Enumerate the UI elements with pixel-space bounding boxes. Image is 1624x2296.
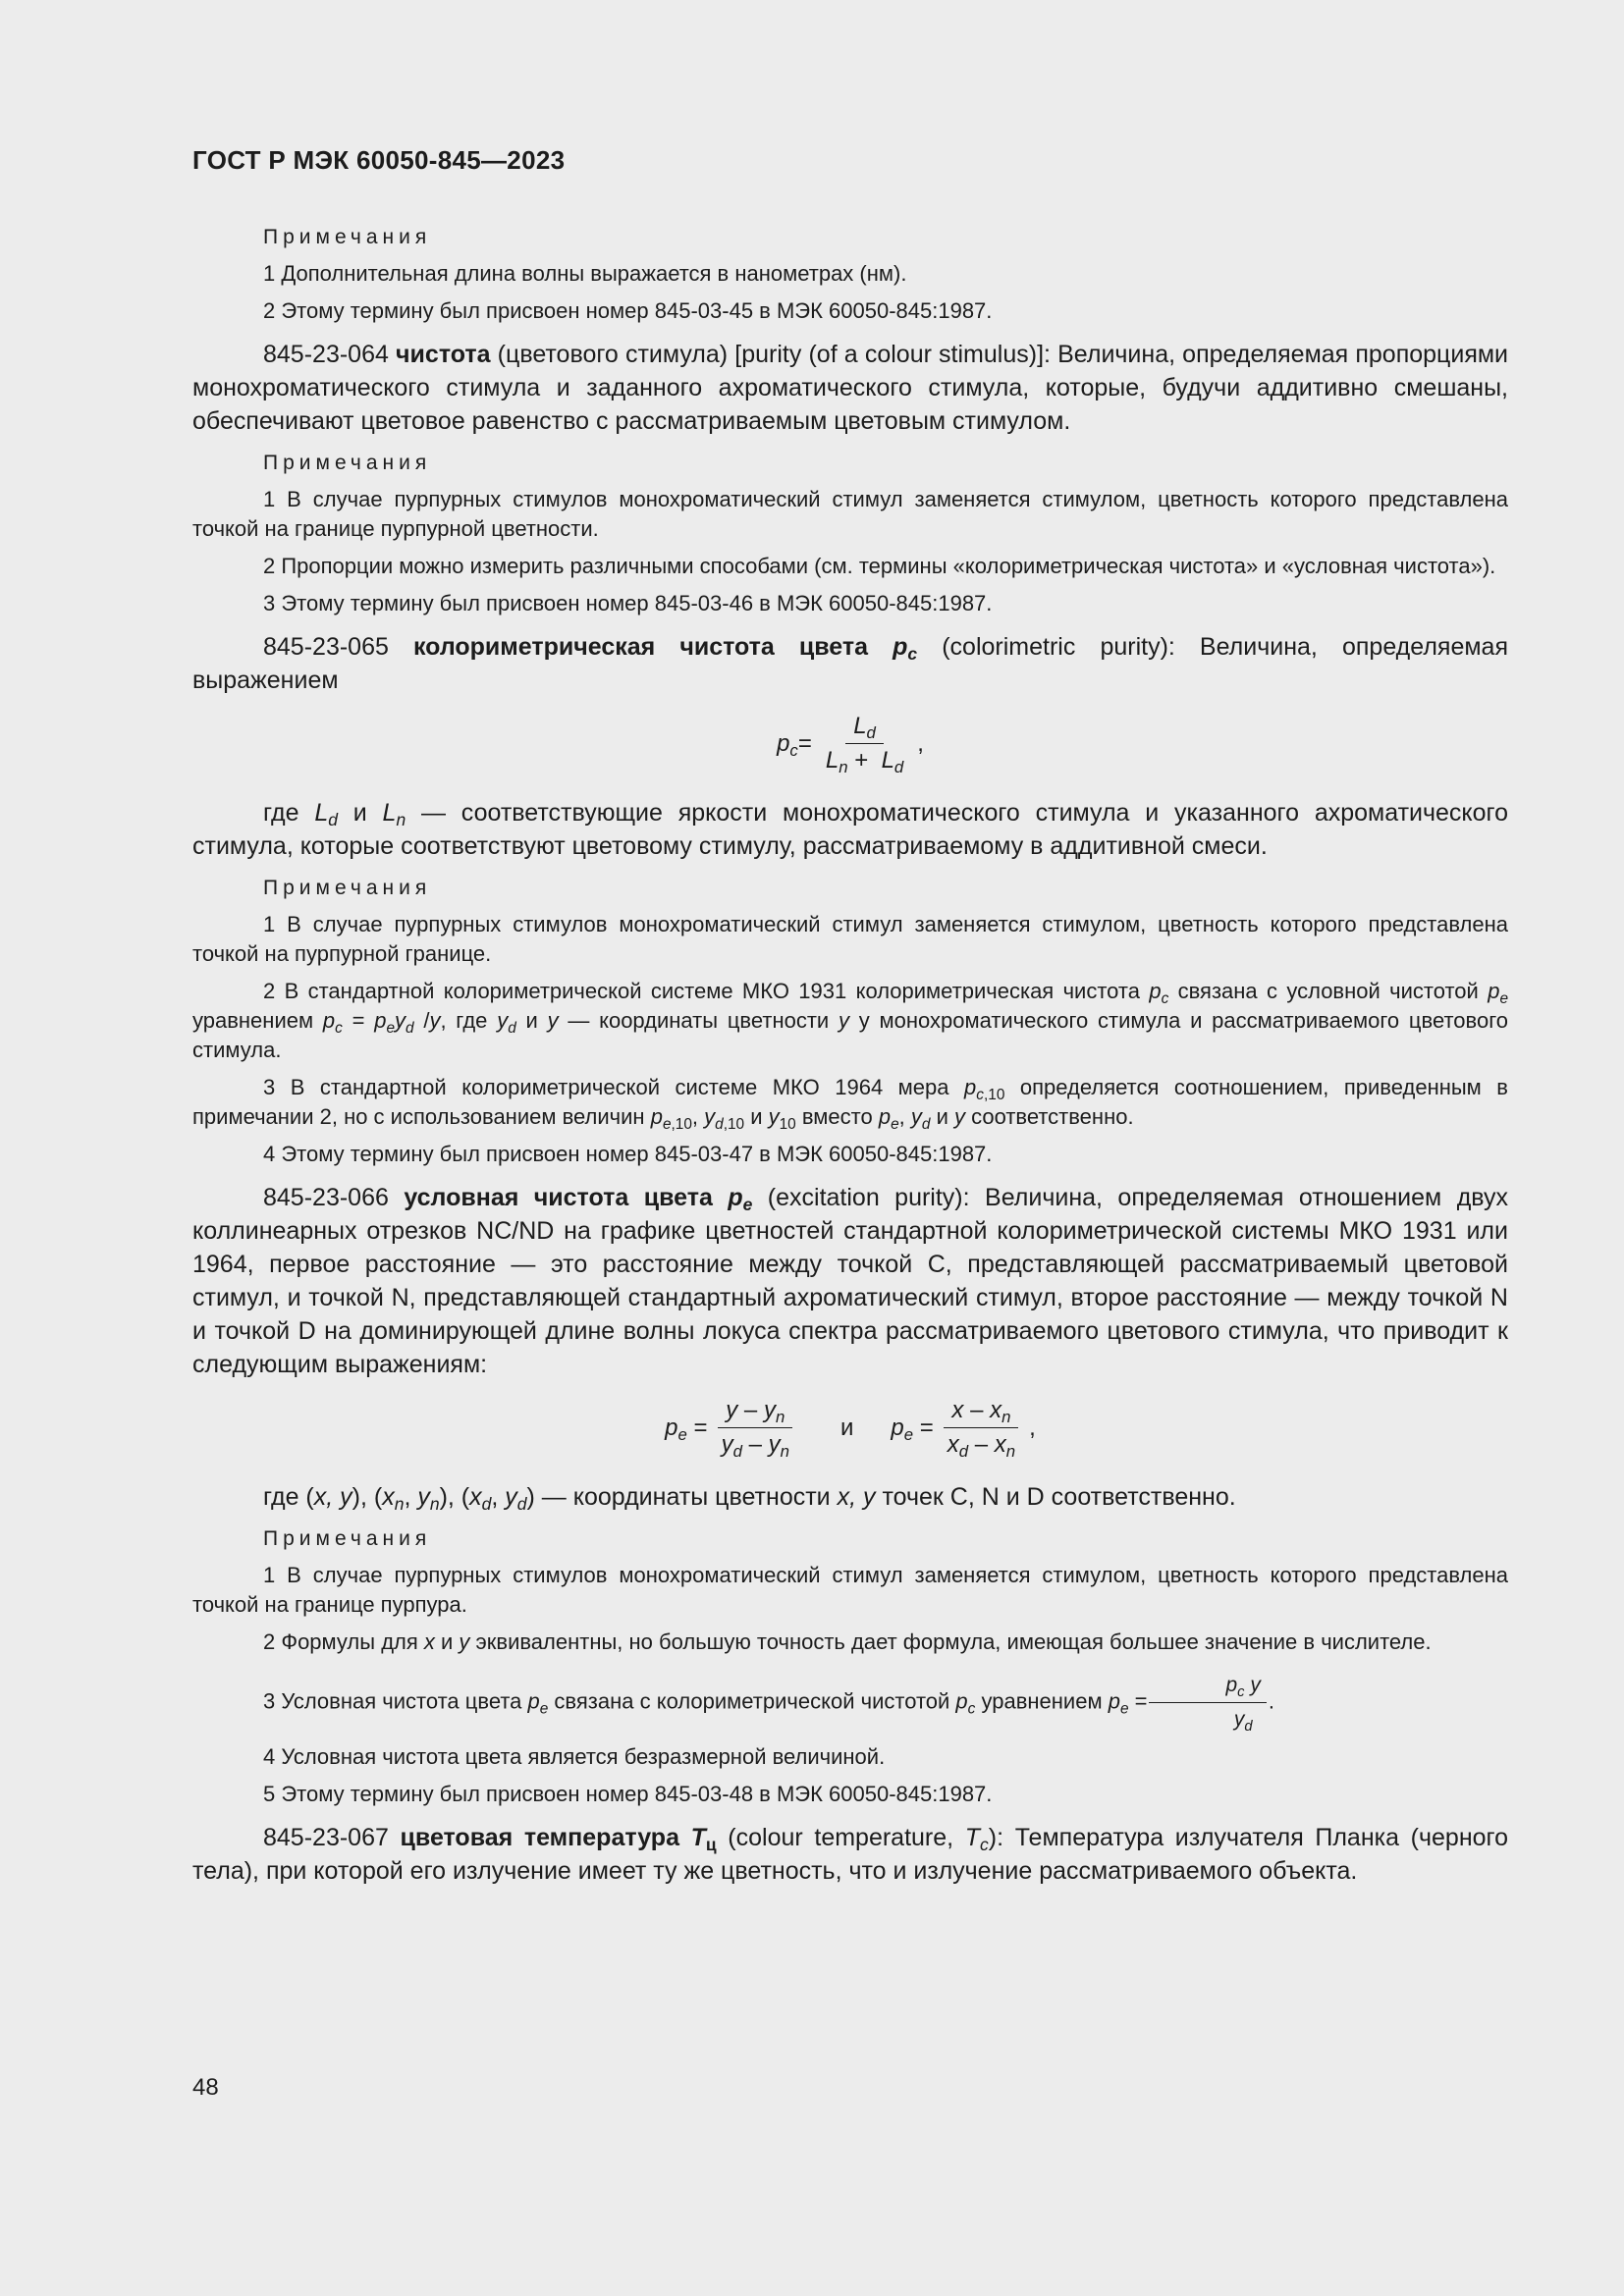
term-845-23-065: 845-23-065 колориметрическая чистота цвета $p_c$ (colorimetric purity): Величина, определяемая выражением — [192, 633, 1508, 694]
term-number: 845-23-067 — [263, 1824, 401, 1851]
document-page — [192, 0, 1508, 2296]
term-845-23-064 — [192, 338, 1508, 438]
page-number: 48 — [192, 2074, 219, 2101]
formula-explanation: где $L_d$ и $L_n$ — соответствующие яркости монохроматического стимула и указанного ахроматического стимула, которые соответствуют цветовому стимулу, рассматриваемому в аддитивной смеси. — [192, 799, 1509, 860]
note: 1 В случае пурпурных стимулов монохроматический стимул заменяется стимулом, цветность которого представлена точкой на пурпурной границе. — [192, 912, 1508, 966]
term-number: 845-23-066 — [263, 1184, 405, 1211]
note: 3 Условная чистота цвета $p_e$ связана с колориметрической чистотой $p_c$ уравнением $p_e$ = $\frac{p_c y}{y_d}$ . — [192, 1671, 1508, 1735]
term-845-23-066: 845-23-066 условная чистота цвета $p_e$ (excitation purity): Величина, определяемая отношением двух коллинеарных отрезков NC/ND на графике цветностей стандартной колориметрической системы МКО 1931 или 1964, первое расстояние — это расстояние между точкой С, представляющей рассматриваемый цветовой стимул, и точкой N, представляющей стандартный ахроматический стимул, второе расстояние — между точкой N и точкой D на доминирующей длине волны локуса спектра рассматриваемого цветового стимула, что приводит к следующим выражениям: — [192, 1184, 1509, 1378]
term-845-23-067: 845-23-067 цветовая температура $T_ц$ (colour temperature, $T_c$): Температура излучателя Планка (черного тела), при которой его излучение имеет ту же цветность, что и излучение рассматриваемого объекта. — [192, 1824, 1509, 1885]
term-name: колориметрическая чистота цвета — [412, 633, 893, 661]
term-name: условная чистота цвета — [404, 1184, 729, 1211]
note: 5 Этому термину был присвоен номер 845-03-48 в МЭК 60050-845:1987. — [263, 1782, 993, 1806]
page-header: ГОСТ Р МЭК 60050-845—2023 — [192, 145, 566, 175]
formula-explanation: где (x, y), ($x_n$, $y_n$), ($x_d$, $y_d$) — координаты цветности x, y точек С, N и D соответственно. — [263, 1483, 1236, 1514]
term-definition: (цветового стимула) [purity (of a colour stimulus)]: Величина, определяемая пропорциями монохроматического стимула и заданного ахроматического стимула, которые, будучи аддитивно смешаны, обеспечивают цветовое равенство с рассматриваемым цветовым стимулом. — [192, 341, 1509, 435]
notes-heading: Примечания — [263, 226, 432, 248]
note: 2 Пропорции можно измерить различными способами (см. термины «колориметрическая чистота» и «условная чистота»). — [263, 554, 1496, 578]
term-name: цветовая температура — [400, 1824, 691, 1851]
note: 2 В стандартной колориметрической системе МКО 1931 колориметрическая чистота $p_c$ связана с условной чистотой $p_e$ уравнением $p_c = p_ey_d$ /y, где $y_d$ и y — координаты цветности y у монохроматического стимула и рассматриваемого цветового стимула. — [192, 979, 1508, 1062]
term-definition: (colorimetric purity): Величина, определяемая выражением — [192, 633, 1508, 694]
notes-heading: Примечания — [263, 452, 432, 474]
term-number: 845-23-064 — [263, 341, 397, 368]
note: 3 В стандартной колориметрической системе МКО 1964 мера $p_{c,10}$ определяется соотношением, приведенным в примечании 2, но с использованием величин $p_{e,10}$, $y_{d,10}$ и $y_{10}$ вместо $p_e$, $y_d$ и y соответственно. — [192, 1075, 1508, 1133]
page-content — [192, 226, 1508, 1901]
notes-heading: Примечания — [263, 1527, 432, 1550]
note: 1 В случае пурпурных стимулов монохроматический стимул заменяется стимулом, цветность которого представлена точкой на границе пурпура. — [192, 1563, 1508, 1617]
note: 2 Формулы для x и y эквивалентны, но большую точность дает формула, имеющая большее значение в числителе. — [263, 1629, 1432, 1654]
term-definition: (excitation purity): Величина, определяемая отношением двух коллинеарных отрезков NC/ND на графике цветностей стандартной колориметрической системы МКО 1931 или 1964, первое расстояние — это расстояние между точкой С, представляющей рассматриваемый цветовой стимул, и точкой N, представляющей стандартный ахроматический стимул, второе расстояние — между точкой N и точкой D на доминирующей длине волны локуса спектра рассматриваемого цветового стимула, что приводит к следующим выражениям: — [192, 1184, 1509, 1378]
formula-excitation-purity: $p_e$ = $\frac{y - y_n}{y_d - y_n}$ и $p_e$ = $\frac{x - x_n}{x_d - x_n}$ , — [665, 1397, 1036, 1461]
term-number: 845-23-065 — [263, 633, 413, 661]
note: 1 В случае пурпурных стимулов монохроматический стимул заменяется стимулом, цветность которого представлена точкой на границе пурпурной цветности. — [192, 487, 1508, 541]
note: 1 Дополнительная длина волны выражается в нанометрах (нм). — [263, 261, 907, 286]
formula-colorimetric-purity: $p_c=$ $\frac{L_d}{L_n + L_d}$ , — [777, 713, 924, 776]
note: 4 Этому термину был присвоен номер 845-03-47 в МЭК 60050-845:1987. — [263, 1142, 993, 1166]
term-name: чистота — [396, 341, 491, 368]
note: 2 Этому термину был присвоен номер 845-03-45 в МЭК 60050-845:1987. — [263, 298, 993, 323]
term-symbol: p — [893, 633, 908, 661]
note: 3 Этому термину был присвоен номер 845-03-46 в МЭК 60050-845:1987. — [263, 591, 993, 615]
notes-heading: Примечания — [263, 877, 432, 899]
note: 4 Условная чистота цвета является безразмерной величиной. — [263, 1744, 886, 1769]
